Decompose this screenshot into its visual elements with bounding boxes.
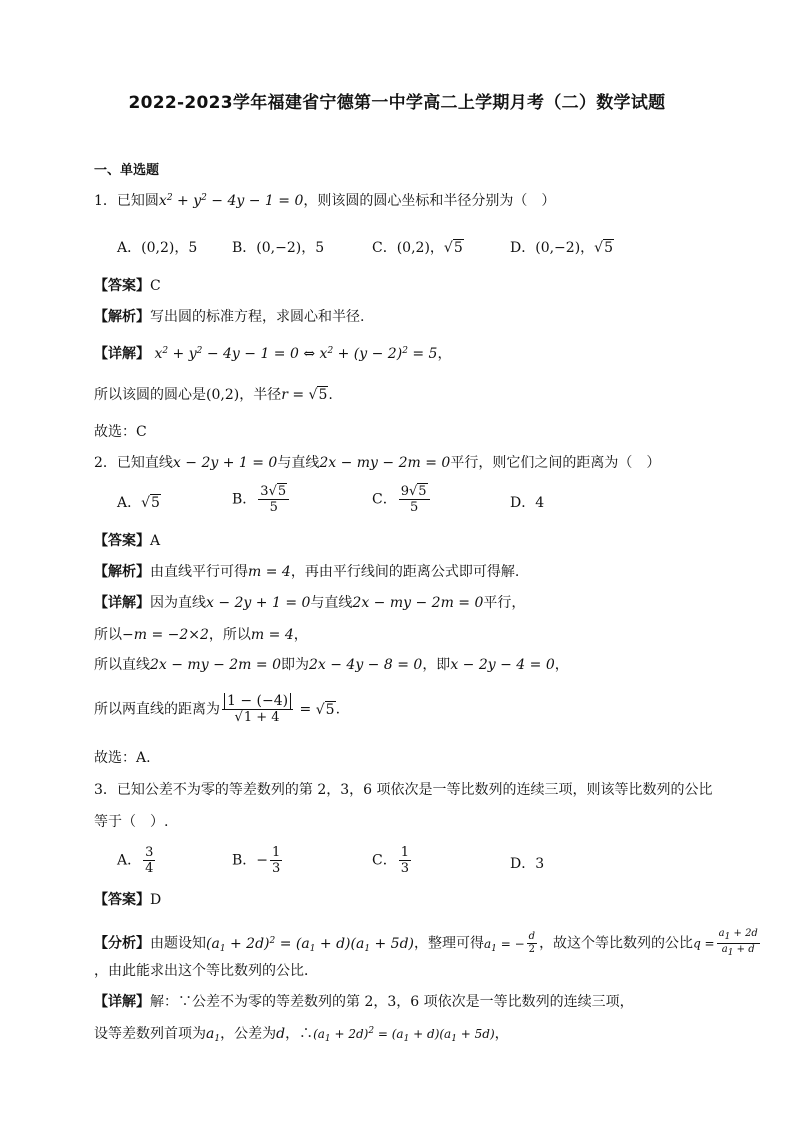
question-1-stem bbox=[94, 193, 555, 210]
q3-option-d: D．3 bbox=[510, 856, 545, 872]
q2-option-a: A．√5 bbox=[117, 495, 160, 511]
q3-fenxi-line-2: ，由此能求出这个等比数列的公比． bbox=[94, 963, 318, 979]
q2-answer: 【答案】A bbox=[94, 533, 161, 549]
q2-option-b: B． $\frac{3√5}{5}$ bbox=[232, 484, 291, 515]
q1-answer: 【答案】C bbox=[94, 278, 161, 294]
q2-option-d: D．4 bbox=[510, 495, 545, 511]
q1-option-b: B．(0,−2)，5 bbox=[232, 240, 325, 256]
q3-fenxi: 【分析】由题设知$(a_1 + 2d)^2 = (a_1 + d)(a_1 + 5d)$，整理可得$a_1$ = − $\frac{d}{2}$ ，故这个等比数列的公比q = $\frac{a_1 + 2d}{a_1 + d}$ bbox=[94, 928, 758, 958]
q1-detail-line-2: 所以该圆的圆心是(0,2)，半径r = √5. bbox=[94, 387, 333, 403]
q2-detail: 【详解】因为直线x − 2y + 1 = 0与直线2x − my − 2m = 0平行， bbox=[94, 595, 526, 611]
q1-analysis: 【解析】写出圆的标准方程，求圆心和半径. bbox=[94, 309, 365, 325]
q1-option-c: C．(0,2)，√5 bbox=[372, 240, 463, 256]
q1-stem-text: 1．已知圆 bbox=[94, 193, 159, 209]
q3-option-c: C． $\frac{1}{3}$ bbox=[372, 845, 409, 876]
q3-option-b: B．− $\frac{1}{3}$ bbox=[232, 845, 281, 876]
q1-detail: 【详解】 $x^2 + y^2 - 4y - 1 = 0$ ⇔ $x^2 + (y - 2)^2 = 5$， bbox=[94, 346, 452, 362]
q1-option-a: A．(0,2)，5 bbox=[117, 240, 198, 256]
q1-conclusion: 故选：C bbox=[94, 424, 147, 440]
q2-analysis: 【解析】由直线平行可得m = 4，再由平行线间的距离公式即可得解. bbox=[94, 564, 520, 580]
q3-detail: 【详解】解：∵公差不为零的等差数列的第 2，3，6 项依次是一等比数列的连续三项， bbox=[94, 994, 634, 1010]
q2-conclusion: 故选：A. bbox=[94, 750, 151, 766]
question-3-stem-2: 等于（ ）. bbox=[94, 814, 169, 830]
page-title: 2022-2023学年福建省宁德第一中学高二上学期月考（二）数学试题 bbox=[128, 93, 666, 113]
q2-detail-line-4: 所以两直线的距离为 $\frac{1 - (-4)}{√1 + 4}$ = √5. bbox=[94, 693, 341, 725]
q2-option-c: C． $\frac{9√5}{5}$ bbox=[372, 484, 432, 515]
question-3-stem: 3．已知公差不为零的等差数列的第 2，3，6 项依次是一等比数列的连续三项，则该等比数列的公比 bbox=[94, 782, 713, 798]
question-2-stem: 2．已知直线x − 2y + 1 = 0与直线2x − my − 2m = 0平行，则它们之间的距离为（ ） bbox=[94, 455, 661, 471]
q3-detail-line-2: 设等差数列首项为$a_1$，公差为d，$\therefore(a_1 + 2d)^2 = (a_1 + d)(a_1 + 5d)$， bbox=[94, 1026, 509, 1044]
q2-detail-line-2: 所以−m = −2×2，所以m = 4， bbox=[94, 627, 308, 643]
section-heading: 一、单选题 bbox=[94, 163, 160, 178]
q2-detail-line-3: 所以直线2x − my − 2m = 0即为2x − 4y − 8 = 0，即x − 2y − 4 = 0， bbox=[94, 657, 569, 673]
q1-option-d: D．(0,−2)，√5 bbox=[510, 240, 613, 256]
q3-option-a: A． $\frac{3}{4}$ bbox=[117, 845, 154, 876]
q1-stem-text-2: ，则该圆的圆心坐标和半径分别为（ ） bbox=[303, 193, 556, 209]
q1-circle-equation: $x^2 + y^2 - 4y - 1 = 0$ bbox=[158, 193, 304, 209]
q3-answer: 【答案】D bbox=[94, 892, 162, 908]
